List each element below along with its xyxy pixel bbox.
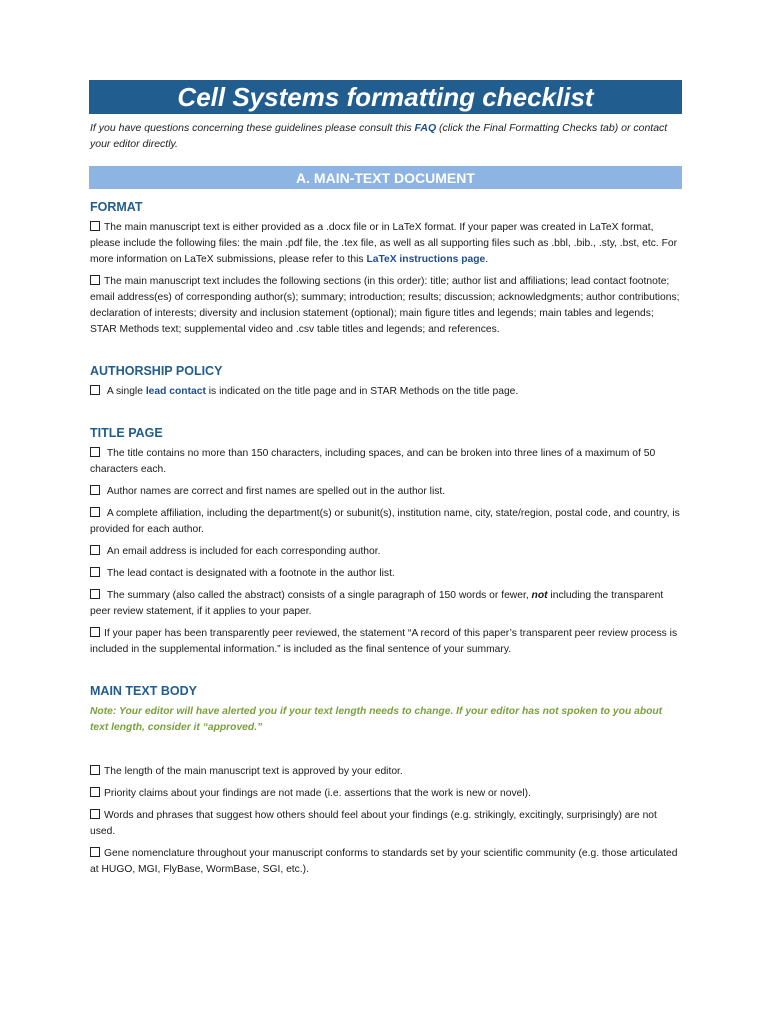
checkbox-icon[interactable] <box>90 627 100 637</box>
authorship-item-1-end: is indicated on the title page and in STAR Methods on the title page. <box>205 386 519 397</box>
checklist-content <box>90 198 680 884</box>
lead-contact-link[interactable]: lead contact <box>145 386 206 397</box>
title-page-item-5-text: The lead contact is designated with a footnote in the author list. <box>106 568 395 579</box>
checkbox-icon[interactable] <box>90 567 100 577</box>
title-page-item-1-text: The title contains no more than 150 characters, including spaces, and can be broken into three lines of a maximum of 50 characters each. <box>90 448 656 475</box>
title-page-item-7-text: If your paper has been transparently peer reviewed, the statement “A record of this paper’s transparent peer review process is included in the supplemental information.” is included as the final sentence of your summary. <box>90 628 678 655</box>
title-page-item-6-end: including the transparent peer review statement, if it applies to your paper. <box>90 590 664 617</box>
format-heading: FORMAT <box>90 200 143 214</box>
title-page-item-3-text: A complete affiliation, including the department(s) or subunit(s), institution name, city, state/region, postal code, and country, is provided for each author. <box>90 508 680 535</box>
section-a-header: A. MAIN-TEXT DOCUMENT <box>89 166 682 189</box>
title-page-item-5 <box>90 566 680 582</box>
checkbox-icon[interactable] <box>90 545 100 555</box>
main-text-item-4-text: Gene nomenclature throughout your manuscript conforms to standards set by your scientific community (e.g. those articulated at HUGO, MGI, FlyBase, WormBase, SGI, etc.). <box>90 848 678 875</box>
main-text-item-4 <box>90 846 680 878</box>
authorship-heading: AUTHORSHIP POLICY <box>90 364 223 378</box>
title-page-item-6-text: The summary (also called the abstract) consists of a single paragraph of 150 words or fewer, <box>106 590 532 601</box>
title-page-item-4-text: An email address is included for each corresponding author. <box>106 546 381 557</box>
title-page-item-4 <box>90 544 680 560</box>
checkbox-icon[interactable] <box>90 765 100 775</box>
intro-text <box>90 120 690 152</box>
format-item-2-text: The main manuscript text includes the following sections (in this order): title; author list and affiliations; lead contact footnote; email address(es) of corresponding author(s); summary; introduction; results; discussion; acknowledgments; author contributions; declaration of interests; diversity and inclusion statement (optional); main figure titles and legends; main tables and legends; STAR Methods text; supplemental video and .csv table titles and legends; and references. <box>90 276 680 335</box>
title-page-item-6 <box>90 588 680 620</box>
authorship-item-1-text: A single <box>106 386 146 397</box>
page-title: Cell Systems formatting checklist <box>89 80 682 114</box>
title-page-item-7 <box>90 626 680 658</box>
main-text-item-1 <box>90 764 680 780</box>
checkbox-icon[interactable] <box>90 385 100 395</box>
title-page-heading: TITLE PAGE <box>90 426 163 440</box>
checkbox-icon[interactable] <box>90 507 100 517</box>
main-text-item-3 <box>90 808 680 840</box>
checkbox-icon[interactable] <box>90 485 100 495</box>
title-page-item-1 <box>90 446 680 478</box>
checkbox-icon[interactable] <box>90 447 100 457</box>
checkbox-icon[interactable] <box>90 787 100 797</box>
format-item-2 <box>90 274 680 338</box>
title-page-item-2-text: Author names are correct and first names are spelled out in the author list. <box>106 486 446 497</box>
format-item-1-text: The main manuscript text is either provided as a .docx file or in LaTeX format. If your paper was created in LaTeX format, please include the following files: the main .pdf file, the .tex file, as well as all supporting files such as .bbl, .bib., .sty, .bst, etc. For more information on LaTeX submissions, please refer to this <box>90 222 678 265</box>
checkbox-icon[interactable] <box>90 809 100 819</box>
title-page-item-3 <box>90 506 680 538</box>
format-item-1-end: . <box>485 254 489 265</box>
main-text-item-2-text: Priority claims about your findings are not made (i.e. assertions that the work is new or novel). <box>104 788 531 799</box>
checkbox-icon[interactable] <box>90 275 100 285</box>
title-page-item-6-emphasis: not <box>531 590 548 601</box>
main-text-note: Note: Your editor will have alerted you if your text length needs to change. If your editor has not spoken to you about text length, consider it “approved.” <box>90 706 663 733</box>
faq-link[interactable]: FAQ <box>414 122 437 134</box>
main-text-item-2 <box>90 786 680 802</box>
main-text-item-3-text: Words and phrases that suggest how others should feel about your findings (e.g. strikingly, excitingly, surprisingly) are not used. <box>90 810 657 837</box>
checkbox-icon[interactable] <box>90 589 100 599</box>
main-text-heading: MAIN TEXT BODY <box>90 684 197 698</box>
checkbox-icon[interactable] <box>90 221 100 231</box>
checkbox-icon[interactable] <box>90 847 100 857</box>
title-page-item-2 <box>90 484 680 500</box>
latex-instructions-link[interactable]: LaTeX instructions page <box>366 254 486 265</box>
main-text-item-1-text: The length of the main manuscript text is approved by your editor. <box>104 766 403 777</box>
format-item-1 <box>90 220 680 268</box>
intro-after: (click the Final Formatting Checks tab) or contact your editor directly. <box>90 122 668 150</box>
intro-before: If you have questions concerning these guidelines please consult this <box>90 122 415 134</box>
authorship-item-1 <box>90 384 680 400</box>
